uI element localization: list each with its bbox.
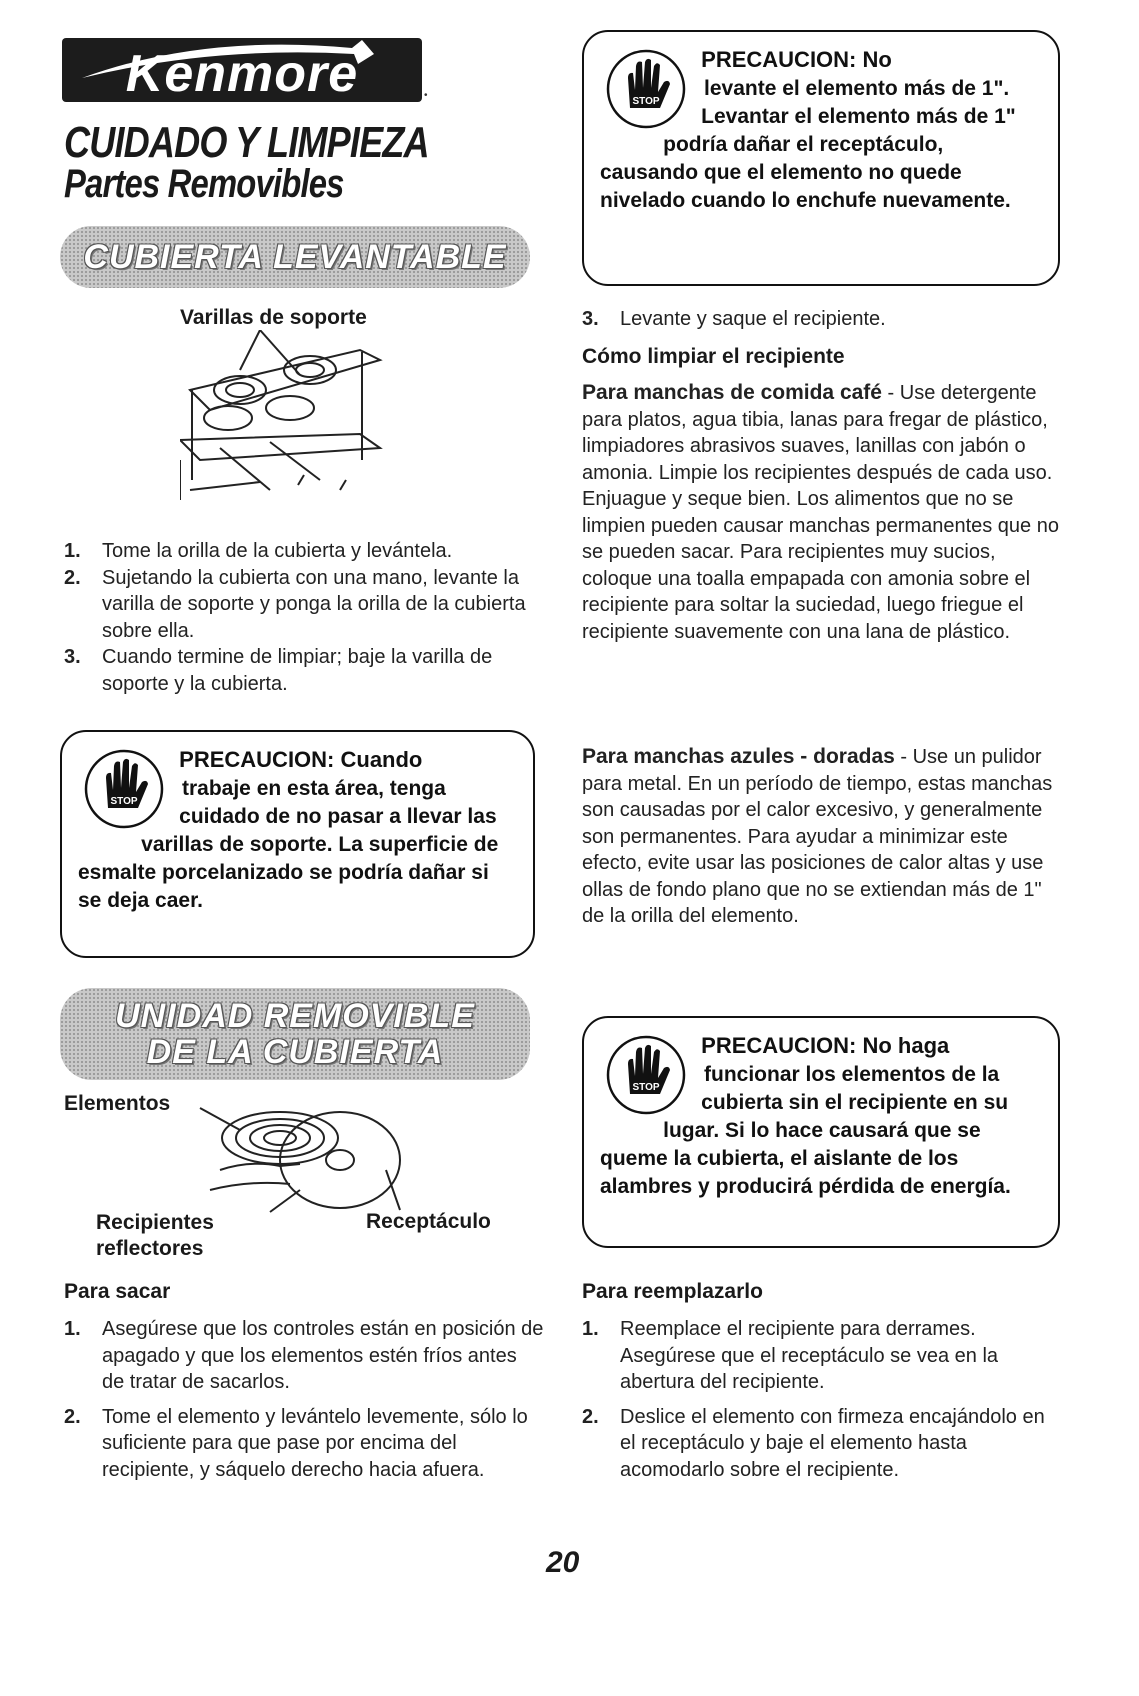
caution-box-support-rods [60,730,535,958]
figure-label-elements: Elementos [64,1092,171,1115]
blue-gold-stains-paragraph: Para manchas azules - doradas - Use un pulidor para metal. En un período de tiempo, estas manchas son causadas por el calor excesivo, y generalmente son permanentes. Para ayudar a minimizar este efecto, evite usar las posiciones de calor altas y use ollas de fondo plano que no se extiendan más de 1" de la orilla del elemento. [582,745,1053,927]
page-subtitle: Partes Removibles [64,162,344,206]
brown-stains-paragraph: Para manchas de comida café - Use detergente para platos, agua tibia, lanas para fregar de plástico, limpiadores abrasivos suaves, lanillas con jabón o amonia. Limpie los recipientes después de cada uso. Enjuague y seque bien. Los alimentos que no se limpien pueden causar manchas permanentes que no se pueden sacar. Para recipientes muy sucios, coloque una toalla empapada con amonia sobre el recipiente para soltar la suciedad, luego friegue el recipiente suavemente con una lana de plástico. [582,381,1059,643]
lift-pan-step [582,306,1062,333]
caution-lead: PRECAUCION: No haga [701,1033,950,1058]
stop-hand-icon [78,746,176,832]
section-banner-cubierta [60,226,530,288]
replace-steps-list [582,1316,1060,1483]
list-item: 2. Tome el elemento y levántelo levemente, sólo lo suficiente para que pase por encima del recipiente, y sáquelo derecho hacia afuera. [64,1405,528,1481]
list-item: 1. Asegúrese que los controles están en posición de apagado y que los elementos estén fríos antes de tratar de sacarlos. [64,1318,544,1393]
svg-text:STOP: STOP [632,96,660,107]
burner-element-illustration [190,1100,450,1220]
section-banner-unidad [60,988,530,1080]
list-item: 3. Cuando termine de limpiar; baje la varilla de soporte y la cubierta. [64,646,493,695]
caution-text: levante el elemento más de 1". Levantar el elemento más de 1" podría dañar el receptáculo, causando que el elemento no quede nivelado cuando lo enchufe nuevamente. [600,77,1016,212]
list-item: 3. Levante y saque el recipiente. [582,308,886,330]
paragraph-lead: Para manchas de comida café [582,381,882,404]
replace-heading: Para reemplazarlo [582,1280,763,1303]
stop-hand-icon [600,1032,698,1118]
cleaning-heading: Cómo limpiar el recipiente [582,345,845,368]
cooktop-lift-illustration [180,330,400,510]
logo-dot: • [424,90,428,101]
list-item: 1. Reemplace el recipiente para derrames. Asegúrese que el receptáculo se vea en la abertura del recipiente. [582,1318,999,1393]
page-number: 20 [546,1546,580,1579]
caution-text: trabaje en esta área, tenga cuidado de no pasar a llevar las varillas de soporte. La superficie de esmalte porcelanizado se podría dañar si se deja caer. [78,777,499,912]
lift-steps-list [64,538,544,697]
page-title: CUIDADO Y LIMPIEZA [64,118,429,167]
figure-label-receptacle: Receptáculo [366,1210,491,1233]
list-item: 2. Deslice el elemento con firmeza encajándolo en el receptáculo y baje el elemento hasta acomodarlo sobre el recipiente. [582,1405,1045,1481]
stop-hand-icon [600,46,698,132]
remove-heading: Para sacar [64,1280,171,1303]
banner-text-line1: UNIDAD REMOVIBLE [115,997,475,1035]
logo-text: Kenmore [125,45,359,103]
caution-lead: PRECAUCION: No [701,47,892,72]
paragraph-lead: Para manchas azules - doradas [582,745,895,768]
banner-text: CUBIERTA LEVANTABLE [83,238,507,276]
figure-label-drip-pans: Recipientes reflectores [96,1211,214,1260]
caution-box-no-pan [582,1016,1060,1248]
remove-steps-list [64,1316,544,1483]
kenmore-logo [62,38,422,102]
list-item: 2. Sujetando la cubierta con una mano, levante la varilla de soporte y ponga la orilla de la cubierta sobre ella. [64,566,526,642]
caution-text: funcionar los elementos de la cubierta sin el recipiente en su lugar. Si lo hace causará que se queme la cubierta, el aislante de los alambres y producirá pérdida de energía. [600,1063,1011,1198]
caution-box-lift-limit [582,30,1060,286]
banner-text-line2: DE LA CUBIERTA [146,1033,444,1071]
figure-label-support-rods: Varillas de soporte [180,306,367,329]
svg-text:STOP: STOP [110,796,138,807]
svg-text:STOP: STOP [632,1082,660,1093]
caution-lead: PRECAUCION: Cuando [179,747,423,772]
list-item: 1. Tome la orilla de la cubierta y levántela. [64,540,453,562]
